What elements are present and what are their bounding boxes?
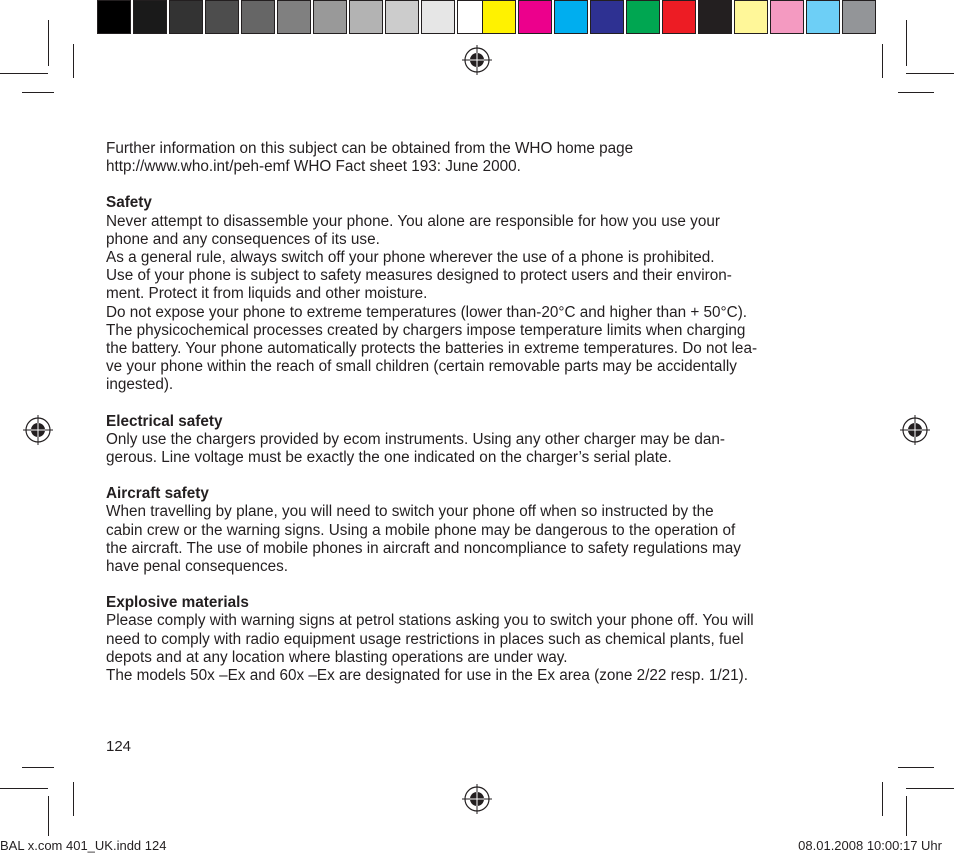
color-swatch (554, 0, 588, 34)
gray-swatch (169, 0, 203, 34)
registration-mark-icon (462, 45, 492, 75)
crop-mark (48, 796, 49, 836)
color-swatch (734, 0, 768, 34)
color-swatch (806, 0, 840, 34)
color-swatch (698, 0, 732, 34)
crop-mark (906, 73, 954, 74)
document-body (106, 140, 841, 685)
color-swatch (770, 0, 804, 34)
crop-mark (0, 788, 48, 789)
gray-swatch (385, 0, 419, 34)
section-body-explosive-materials: Please comply with warning signs at petrol stations asking you to switch your phone off. You will need to comply with radio equipment usage restrictions in places such as chemical plants, fuel depots and at any location where blasting operations are under way. The models 50x –Ex and 60x –Ex are designated for use in the Ex area (zone 2/22 resp. 1/21). (106, 612, 754, 685)
color-swatch (590, 0, 624, 34)
gray-swatch (421, 0, 455, 34)
section-body-electrical-safety: Only use the chargers provided by ecom instruments. Using any other charger may be dan- gerous. Line voltage must be exactly the one indicated on the charger’s serial plate. (106, 430, 725, 467)
color-swatch (518, 0, 552, 34)
crop-mark (48, 20, 49, 66)
section-heading-electrical-safety: Electrical safety (106, 412, 223, 430)
section-body-safety: Never attempt to disassemble your phone. You alone are responsible for how you use your phone and any consequences of its use. As a general rule, always switch off your phone wherever the use of a phone is prohibited. Use of your phone is subject to safety measures designed to protect users and their environ- ment. Protect it from liquids and other moisture. Do not expose your phone to extreme temperatures (lower than-20°C and higher than + 50°C). The physicochemical processes created by chargers impose temperature limits when charging the battery. Your phone automatically protects the batteries in extreme temperatures. Do not lea- ve your phone within the reach of small children (certain removable parts may be accidentally ingested). (106, 212, 758, 394)
intro-paragraph: Further information on this subject can be obtained from the WHO home page http://www.who.int/peh-emf WHO Fact sheet 193: June 2000. (106, 140, 634, 176)
crop-mark (73, 44, 74, 78)
crop-mark (882, 782, 883, 816)
gray-swatch (349, 0, 383, 34)
color-swatch (662, 0, 696, 34)
crop-mark (906, 20, 907, 66)
crop-mark (906, 788, 954, 789)
crop-mark (22, 767, 54, 768)
crop-mark (22, 92, 54, 93)
color-swatch (626, 0, 660, 34)
registration-mark-icon (23, 415, 53, 445)
crop-mark (73, 782, 74, 816)
gray-swatch (277, 0, 311, 34)
section-heading-explosive-materials: Explosive materials (106, 594, 249, 612)
section-body-aircraft-safety: When travelling by plane, you will need to switch your phone off when so instructed by the cabin crew or the warning signs. Using a mobile phone may be dangerous to the operation of the aircraft. The use of mobile phones in aircraft and noncompliance to safety regulations may have penal consequences. (106, 503, 741, 576)
registration-mark-icon (900, 415, 930, 445)
page-number: 124 (106, 738, 132, 755)
gray-swatch (313, 0, 347, 34)
gray-swatch (133, 0, 167, 34)
color-swatch (842, 0, 876, 34)
crop-mark (882, 44, 883, 78)
process-color-bar (482, 0, 876, 35)
gray-swatch (205, 0, 239, 34)
crop-mark (898, 92, 934, 93)
crop-mark (906, 796, 907, 836)
slug-timestamp: 08.01.2008 10:00:17 Uhr (798, 838, 942, 853)
gray-swatch (241, 0, 275, 34)
gray-swatch (97, 0, 131, 34)
crop-mark (898, 767, 934, 768)
section-heading-aircraft-safety: Aircraft safety (106, 485, 209, 503)
slug-file-info: BAL x.com 401_UK.indd 124 (0, 838, 167, 853)
color-swatch (482, 0, 516, 34)
section-heading-safety: Safety (106, 194, 152, 212)
crop-mark (0, 73, 48, 74)
grayscale-color-bar (97, 0, 491, 35)
registration-mark-icon (462, 784, 492, 814)
